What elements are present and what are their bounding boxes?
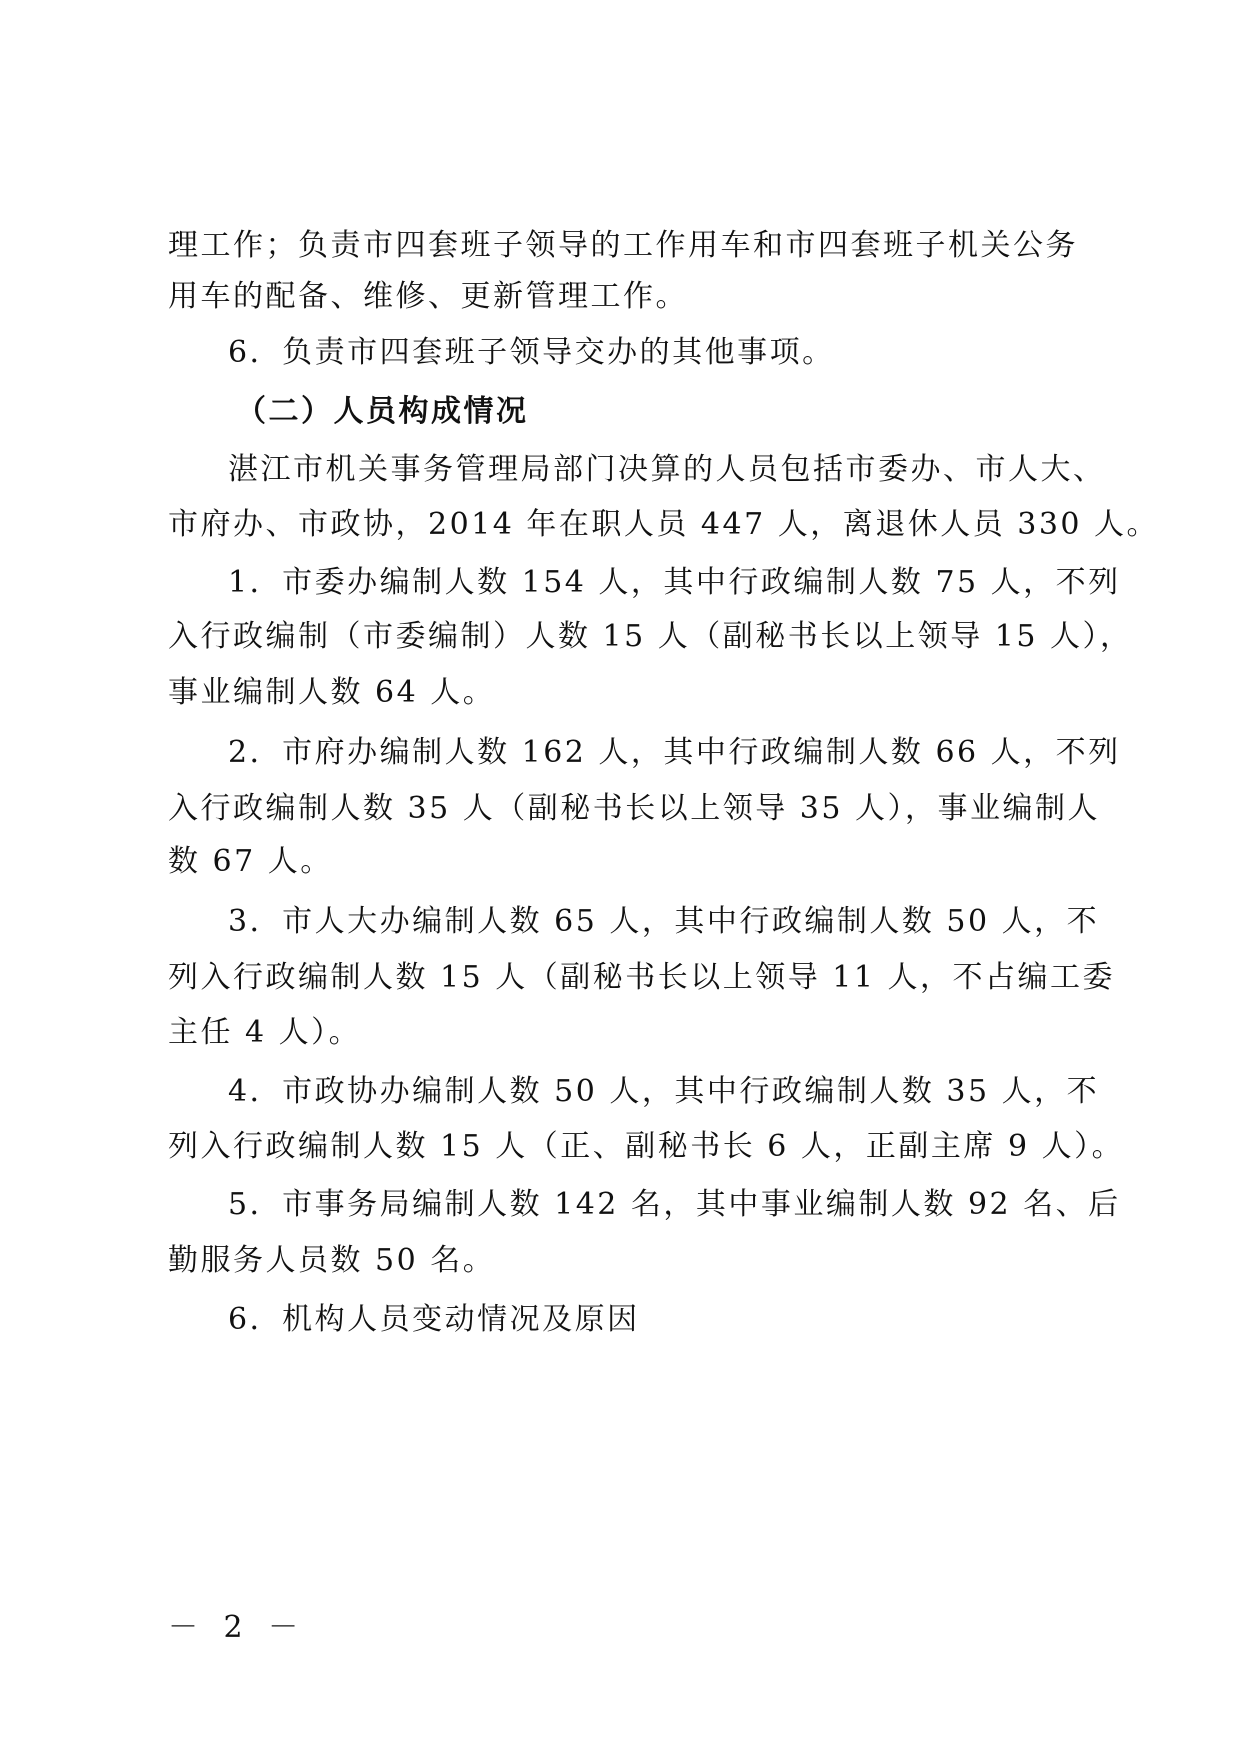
- paragraph-first-line: 湛江市机关事务管理局部门决算的人员包括市委办、市人大、: [228, 452, 1106, 487]
- body-text-line: 勤服务人员数 50 名。: [168, 1243, 496, 1278]
- body-text-line: 列入行政编制人数 15 人（副秘书长以上领导 11 人，不占编工委: [168, 960, 1115, 995]
- list-item-text: 1．市委办编制人数 154 人，其中行政编制人数 75 人，不列: [228, 565, 1121, 600]
- body-text-line: 市府办、市政协，2014 年在职人员 447 人，离退休人员 330 人。: [168, 507, 1160, 542]
- body-text-line: 列入行政编制人数 15 人（正、副秘书长 6 人，正副主席 9 人）。: [168, 1129, 1125, 1164]
- section-heading: （二）人员构成情况: [236, 394, 529, 429]
- body-text-line: 数 67 人。: [168, 844, 333, 879]
- list-item-text: 2．市府办编制人数 162 人，其中行政编制人数 66 人，不列: [228, 735, 1121, 770]
- body-text-line: 入行政编制人数 35 人（副秘书长以上领导 35 人），事业编制人: [168, 791, 1100, 826]
- list-item-text: 3．市人大办编制人数 65 人，其中行政编制人数 50 人，不: [228, 904, 1100, 939]
- body-text-line: 入行政编制（市委编制）人数 15 人（副秘书长以上领导 15 人），: [168, 619, 1133, 654]
- body-text-line: 理工作；负责市四套班子领导的工作用车和市四套班子机关公务: [168, 228, 1078, 263]
- body-text-line: 事业编制人数 64 人。: [168, 675, 496, 710]
- list-item-text: 4．市政协办编制人数 50 人，其中行政编制人数 35 人，不: [228, 1074, 1100, 1109]
- list-item-text: 6．机构人员变动情况及原因: [228, 1302, 640, 1337]
- body-text-line: 用车的配备、维修、更新管理工作。: [168, 279, 688, 314]
- body-text-line: 主任 4 人）。: [168, 1015, 362, 1050]
- page-number: － 2 －: [168, 1610, 307, 1645]
- list-item-text: 5．市事务局编制人数 142 名，其中事业编制人数 92 名、后: [228, 1187, 1121, 1222]
- list-item-text: 6．负责市四套班子领导交办的其他事项。: [228, 335, 835, 370]
